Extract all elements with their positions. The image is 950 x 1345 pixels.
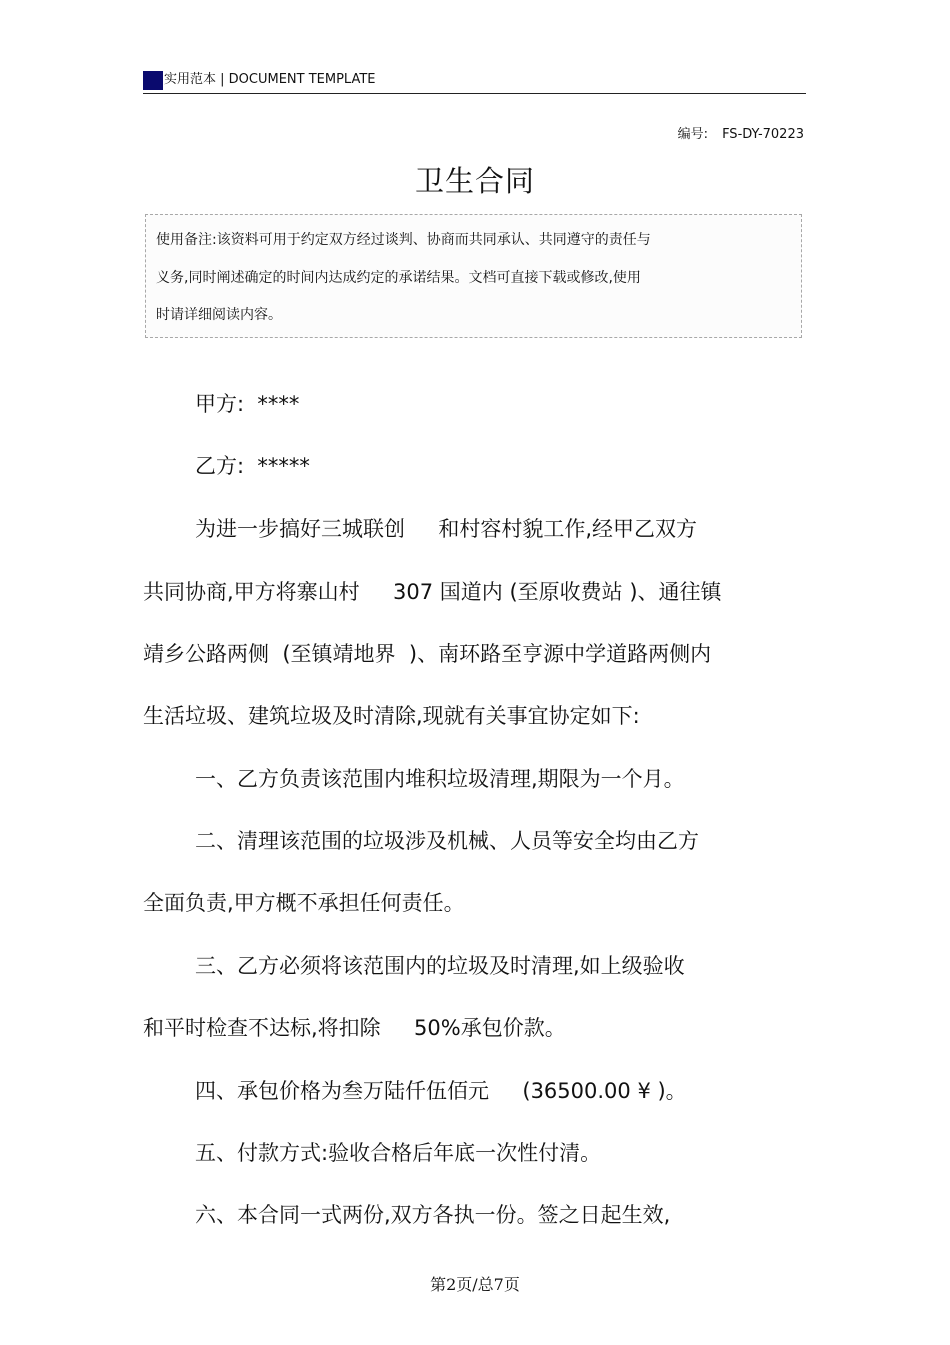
party-b-line: 乙方: ***** <box>195 454 310 478</box>
clause-2-line: 全面负责,甲方概不承担任何责任。 <box>143 891 465 915</box>
usage-note-line: 时请详细阅读内容。 <box>156 307 282 323</box>
usage-note-line: 义务,同时阐述确定的时间内达成约定的承诺结果。文档可直接下载或修改,使用 <box>156 270 641 286</box>
body-paragraph-line: 共同协商,甲方将寨山村 307 国道内 (至原收费站 )、通往镇 <box>143 580 722 604</box>
header-text: 实用范本 | DOCUMENT TEMPLATE <box>164 72 376 87</box>
clause-1: 一、乙方负责该范围内堆积垃圾清理,期限为一个月。 <box>195 767 685 791</box>
body-paragraph-line: 靖乡公路两侧 (至镇靖地界 )、南环路至亨源中学道路两侧内 <box>143 642 712 666</box>
clause-3-line: 和平时检查不达标,将扣除 50%承包价款。 <box>143 1016 566 1040</box>
page-title: 卫生合同 <box>414 164 535 198</box>
clause-5: 五、付款方式:验收合格后年底一次性付清。 <box>195 1141 602 1165</box>
document-header <box>143 70 806 94</box>
document-number <box>678 127 804 143</box>
clause-6: 六、本合同一式两份,双方各执一份。签之日起生效, <box>195 1203 671 1227</box>
party-a-line: 甲方: **** <box>195 392 300 416</box>
body-paragraph-line: 为进一步搞好三城联创 和村容村貌工作,经甲乙双方 <box>195 517 698 541</box>
body-paragraph-line: 生活垃圾、建筑垃圾及时清除,现就有关事宜协定如下: <box>143 704 640 728</box>
usage-note-line: 使用备注:该资料可用于约定双方经过谈判、协商而共同承认、共同遵守的责任与 <box>156 232 651 248</box>
clause-4: 四、承包价格为叁万陆仟伍佰元 (36500.00 ¥ )。 <box>195 1079 687 1103</box>
document-number-label: 编号: <box>677 127 709 142</box>
document-number-value: FS-DY-70223 <box>722 127 804 142</box>
header-logo-square <box>143 71 163 90</box>
clause-2-line: 二、清理该范围的垃圾涉及机械、人员等安全均由乙方 <box>195 829 699 853</box>
usage-note-box <box>145 214 802 338</box>
clause-3-line: 三、乙方必须将该范围内的垃圾及时清理,如上级验收 <box>195 954 685 978</box>
page-number-footer: 第2页/总7页 <box>430 1275 520 1294</box>
